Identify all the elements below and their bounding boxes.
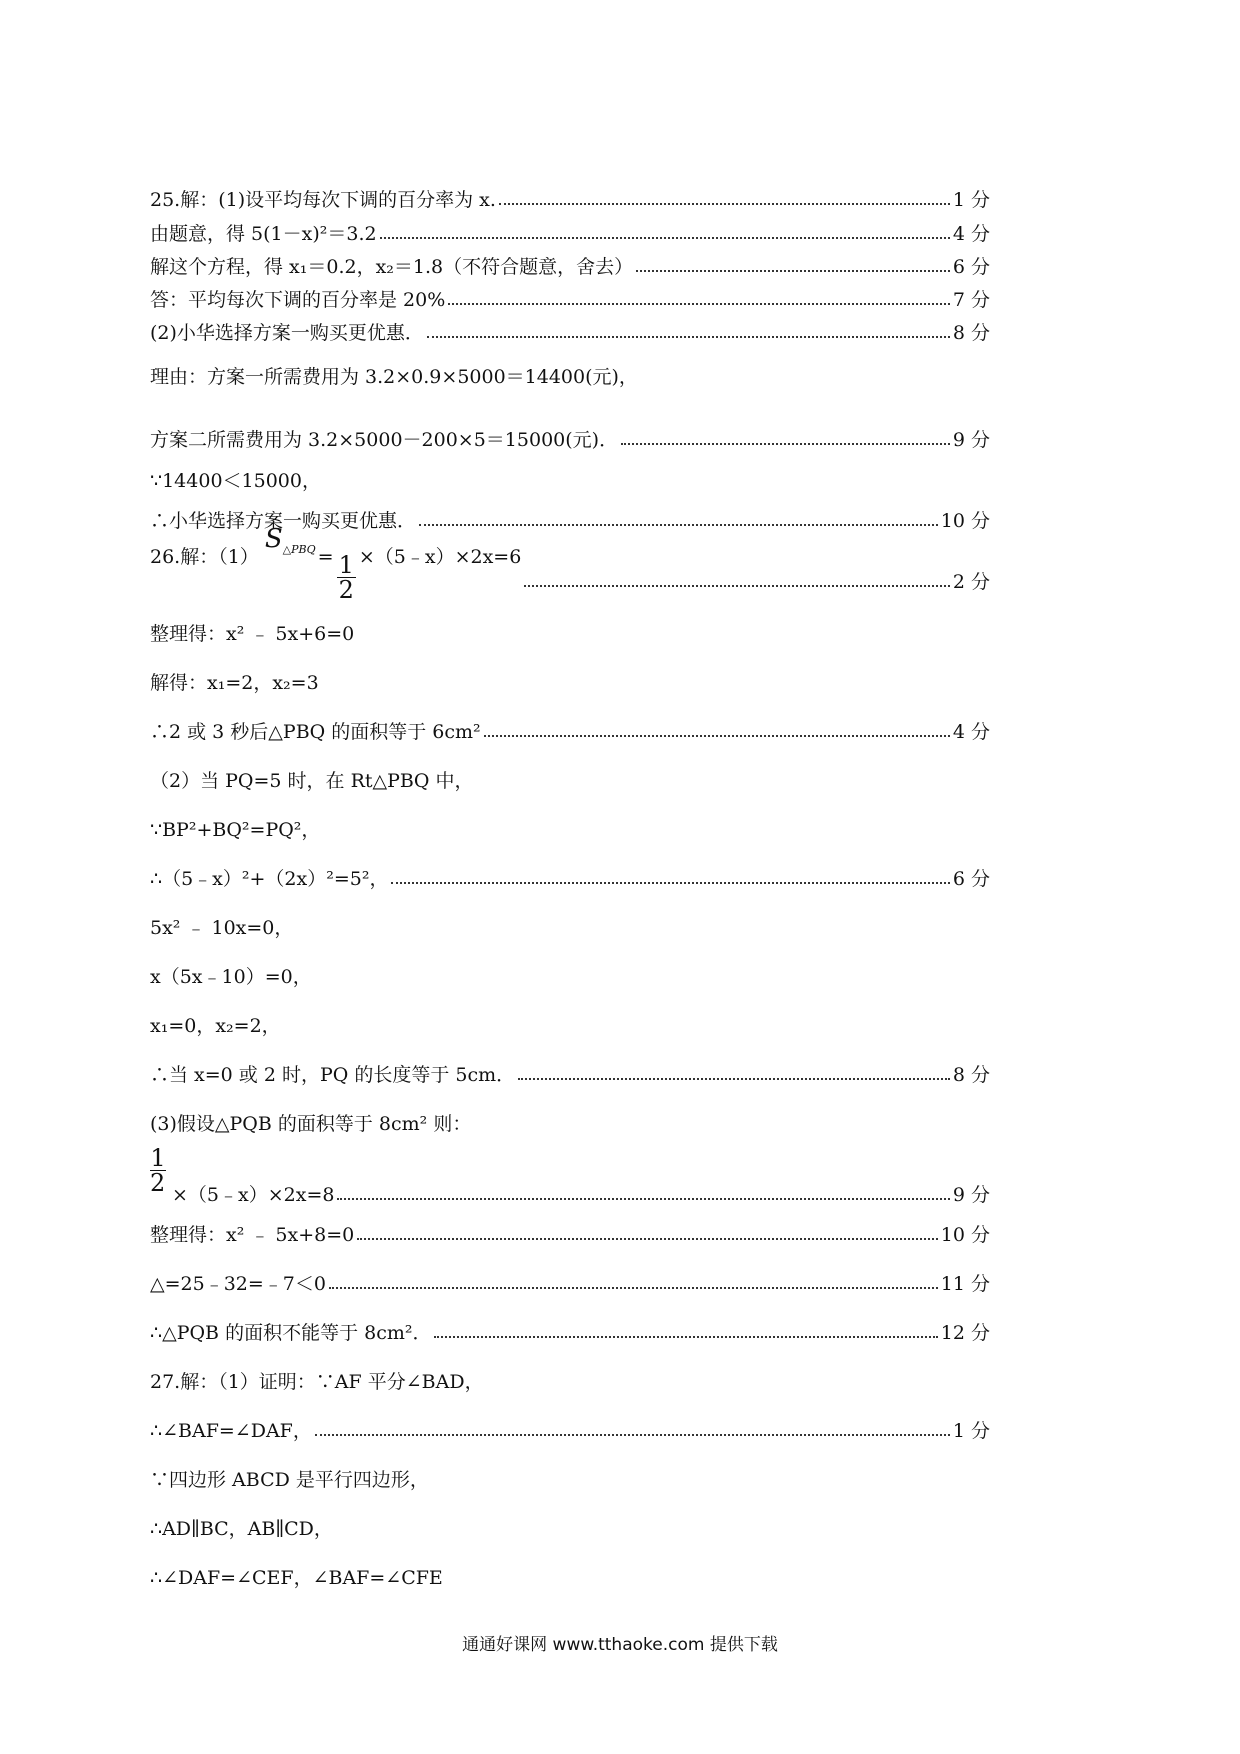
area-subscript: △PBQ	[282, 543, 316, 556]
line-text: 27.解：（1）证明：∵AF 平分∠BAD，	[150, 1371, 484, 1393]
line-text: 由题意，得 5(1－x)²＝3.2	[150, 223, 377, 245]
line-score: 12 分	[940, 1322, 990, 1344]
line-text: ∴AD∥BC，AB∥CD，	[150, 1518, 333, 1540]
solution-line	[150, 1211, 990, 1245]
line-score: 9 分	[952, 1184, 990, 1206]
solution-line	[150, 855, 990, 889]
solution-line	[150, 1407, 990, 1441]
solution-line	[150, 953, 990, 987]
line-text: ∴∠BAF=∠DAF，	[150, 1420, 312, 1442]
line-score: 2 分	[952, 571, 990, 593]
line-score: 9 分	[952, 429, 990, 451]
line-text: x（5x﹣10）=0，	[150, 966, 312, 988]
line-text: 解得：x₁=2，x₂=3	[150, 672, 319, 694]
line-score: 10 分	[940, 1224, 990, 1246]
leader-dots	[337, 1198, 949, 1200]
leader-dots	[484, 735, 950, 737]
line-text: ×（5﹣x）×2x=8	[172, 1184, 335, 1206]
line-text: 整理得：x² ﹣ 5x+6=0	[150, 623, 355, 645]
q26-prefix: 26.解：（1）	[150, 546, 259, 568]
leader-dots	[419, 524, 938, 526]
solution-line	[150, 1002, 990, 1036]
leader-dots	[518, 1078, 950, 1080]
line-score: 1 分	[952, 1420, 990, 1442]
solution-line	[150, 708, 990, 742]
solution-line	[150, 1309, 990, 1343]
solution-line	[172, 1171, 990, 1205]
line-text: ∴△PQB 的面积不能等于 8cm²．	[150, 1322, 432, 1344]
line-text: ∴当 x=0 或 2 时，PQ 的长度等于 5cm．	[150, 1064, 516, 1086]
solution-line	[150, 416, 990, 450]
solution-line	[150, 210, 990, 244]
solution-line	[150, 276, 990, 310]
line-text: 解这个方程，得 x₁＝0.2，x₂＝1.8（不符合题意，舍去）	[150, 256, 634, 278]
fraction-numerator: 1	[150, 1144, 166, 1172]
line-score: 4 分	[952, 721, 990, 743]
line-score: 11 分	[940, 1273, 990, 1295]
fraction-denominator: 2	[338, 576, 354, 604]
line-text: 5x² ﹣ 10x=0，	[150, 917, 294, 939]
q26-rest: ×（5﹣x）×2x=6	[358, 546, 522, 568]
area-symbol: S	[264, 524, 283, 554]
line-score: 7 分	[952, 289, 990, 311]
leader-dots	[357, 1238, 938, 1240]
line-text: ∵BP²+BQ²=PQ²，	[150, 819, 321, 841]
solution-line	[150, 309, 990, 343]
line-score: 10 分	[940, 510, 990, 532]
line-text: 理由：方案一所需费用为 3.2×0.9×5000＝14400(元)，	[150, 366, 638, 388]
line-text	[150, 524, 522, 604]
line-text: （2）当 PQ=5 时，在 Rt△PBQ 中，	[150, 770, 474, 792]
solution-line	[150, 353, 990, 387]
line-text: ∴∠DAF=∠CEF，∠BAF=∠CFE	[150, 1567, 443, 1589]
solution-line	[150, 1051, 990, 1085]
leader-dots	[329, 1287, 938, 1289]
leader-dots	[448, 303, 950, 305]
leader-dots	[524, 585, 950, 587]
solution-line	[150, 1100, 990, 1134]
solution-line	[150, 659, 990, 693]
line-text: (3)假设△PQB 的面积等于 8cm² 则：	[150, 1113, 472, 1135]
fraction-one-half	[337, 553, 356, 602]
line-text: 整理得：x² ﹣ 5x+8=0	[150, 1224, 355, 1246]
line-score: 4 分	[952, 223, 990, 245]
line-text: △=25﹣32=﹣7＜0	[150, 1273, 326, 1295]
solution-line	[150, 757, 990, 791]
line-text: ∴（5﹣x）²+（2x）²=5²，	[150, 868, 389, 890]
solution-line	[150, 1505, 990, 1539]
line-text: x₁=0，x₂=2，	[150, 1015, 281, 1037]
solution-line	[150, 610, 990, 644]
line-text: ∴小华选择方案一购买更优惠．	[150, 510, 417, 532]
line-score: 1 分	[952, 189, 990, 211]
solution-line	[150, 176, 990, 210]
solution-line	[150, 457, 990, 491]
leader-dots	[315, 1434, 950, 1436]
leader-dots	[434, 1336, 937, 1338]
line-text: 答：平均每次下调的百分率是 20%	[150, 289, 446, 311]
line-text: ∵14400＜15000，	[150, 470, 321, 492]
equals-sign: =	[317, 546, 334, 568]
leader-dots	[380, 237, 950, 239]
line-text: 方案二所需费用为 3.2×5000－200×5＝15000(元)．	[150, 429, 619, 451]
fraction-one-half	[150, 1146, 166, 1195]
solution-line	[150, 1260, 990, 1294]
line-score: 6 分	[952, 256, 990, 278]
fraction-numerator: 1	[338, 551, 354, 579]
solution-line	[150, 806, 990, 840]
line-score: 6 分	[952, 868, 990, 890]
line-text: 25.解：(1)设平均每次下调的百分率为 x.	[150, 189, 496, 211]
leader-dots	[636, 270, 950, 272]
line-text: ∵四边形 ABCD 是平行四边形，	[150, 1469, 429, 1491]
leader-dots	[427, 336, 950, 338]
q26-area-formula-line	[150, 524, 990, 604]
solution-line	[150, 1456, 990, 1490]
line-score: 8 分	[952, 322, 990, 344]
leader-dots	[499, 203, 950, 205]
fraction-denominator: 2	[150, 1169, 166, 1197]
line-text: ∴2 或 3 秒后△PBQ 的面积等于 6cm²	[150, 721, 481, 743]
solution-line	[150, 1358, 990, 1392]
solution-line	[150, 1554, 990, 1588]
leader-dots	[391, 882, 949, 884]
line-text: (2)小华选择方案一购买更优惠．	[150, 322, 424, 344]
solution-line	[150, 243, 990, 277]
line-score: 8 分	[952, 1064, 990, 1086]
solution-line	[150, 904, 990, 938]
page-footer: 通通好课网 www.tthaoke.com 提供下载	[462, 1635, 778, 1655]
leader-dots	[621, 443, 950, 445]
